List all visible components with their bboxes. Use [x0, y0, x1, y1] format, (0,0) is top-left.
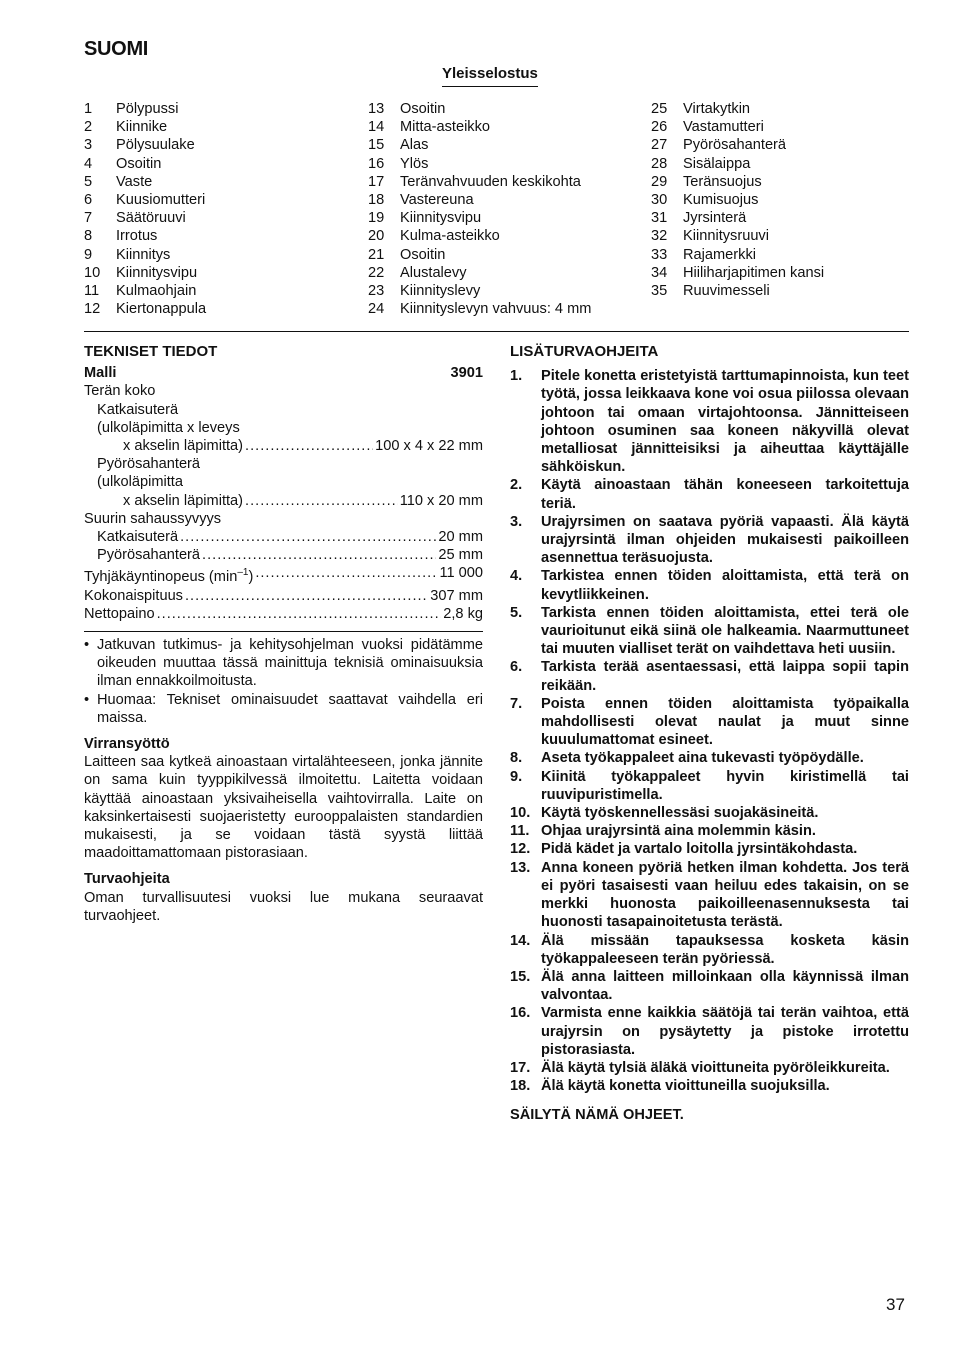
parts-list-column-2 — [368, 100, 591, 318]
part-number: 26 — [651, 119, 668, 136]
part-label: Pyörösahanterä — [683, 137, 787, 154]
safety-item — [510, 859, 909, 932]
speed-row — [84, 564, 483, 586]
part-label: Irrotus — [116, 228, 158, 245]
part-list-item — [651, 118, 824, 136]
part-list-item — [651, 246, 824, 264]
safety-item-text: Ohjaa urajyrsintä aina molemmin käsin. — [541, 823, 816, 840]
page-number: 37 — [886, 1295, 905, 1314]
part-number: 6 — [84, 192, 93, 209]
part-list-item — [651, 282, 824, 300]
part-label: Kiinnike — [116, 119, 168, 136]
part-number: 34 — [651, 264, 668, 281]
bullet-icon: • — [84, 636, 90, 653]
part-number: 8 — [84, 228, 93, 245]
cutting-blade-value: 100 x 4 x 22 mm — [375, 438, 483, 455]
safety-item — [510, 476, 909, 512]
cutting-dim-line2: x akselin läpimitta) — [123, 438, 244, 455]
leader-dots — [157, 605, 442, 623]
part-number: 23 — [368, 283, 385, 300]
part-label: Teränsuojus — [683, 173, 762, 190]
part-list-item — [368, 209, 591, 227]
part-label: Kulma-asteikko — [400, 228, 500, 245]
safety-item — [510, 367, 909, 476]
cutting-dim-row — [84, 437, 483, 455]
part-label: Ruuvimesseli — [683, 283, 770, 300]
safety-item-text: Älä anna laitteen milloinkaan olla käynnissä ilman valvontaa. — [541, 968, 909, 1004]
safety-item — [510, 749, 909, 767]
part-list-item — [368, 227, 591, 245]
part-number: 25 — [651, 101, 668, 117]
safety-item-number: 8. — [510, 750, 523, 767]
speed-label-text: Tyhjäkäyntinopeus (min — [84, 569, 238, 586]
safety-item-number: 17. — [510, 1059, 531, 1076]
part-list-item — [84, 227, 206, 245]
part-list-item — [84, 191, 206, 209]
part-label: Pölysuulake — [116, 137, 195, 154]
part-number: 35 — [651, 283, 668, 300]
depth-saw-value: 25 mm — [438, 547, 483, 564]
part-label: Jyrsinterä — [683, 210, 747, 227]
part-label: Teränvahvuuden keskikohta — [400, 173, 581, 190]
safety-item-number: 1. — [510, 368, 523, 385]
depth-saw-label: Pyörösahanterä — [97, 547, 201, 564]
part-list-item — [651, 173, 824, 191]
safety-item-text: Käytä työskennellessäsi suojakäsineitä. — [541, 805, 819, 822]
safety-item — [510, 1059, 909, 1077]
safety-item — [510, 513, 909, 568]
safety-text: Oman turvallisuutesi vuoksi lue mukana seuraavat turvaohjeet. — [84, 889, 483, 924]
part-list-item — [368, 300, 591, 318]
depth-saw-row — [84, 546, 483, 564]
leader-dots — [180, 528, 436, 546]
part-number: 20 — [368, 228, 385, 245]
part-number: 12 — [84, 301, 101, 318]
part-number: 31 — [651, 210, 668, 227]
section-title: Yleisselostus — [442, 65, 538, 87]
part-list-item — [368, 191, 591, 209]
part-list-item — [84, 246, 206, 264]
cutting-blade-label: Katkaisuterä — [97, 401, 179, 418]
saw-blade-value: 110 x 20 mm — [399, 492, 483, 509]
parts-list-column-1 — [84, 100, 206, 318]
part-number: 24 — [368, 301, 385, 318]
leader-dots — [185, 587, 428, 605]
weight-label: Nettopaino — [84, 605, 155, 622]
spec-note-text: Huomaa: Tekniset ominaisuudet saattavat vaihdella eri maissa. — [97, 691, 483, 726]
leader-dots — [245, 492, 398, 510]
part-label: Mitta-asteikko — [400, 119, 491, 136]
part-list-item — [84, 173, 206, 191]
safety-item-text: Tarkista terää asentaessasi, että laippa sopii tapin reikään. — [541, 659, 909, 694]
length-label: Kokonaispituus — [84, 587, 183, 604]
part-list-item — [368, 100, 591, 118]
safety-item-number: 12. — [510, 841, 531, 858]
safety-item — [510, 804, 909, 822]
safety-item-text: Pidä kädet ja vartalo loitolla jyrsintäkohdasta. — [541, 841, 858, 858]
part-list-item — [651, 155, 824, 173]
part-label: Vastereuna — [400, 192, 474, 209]
safety-item-number: 15. — [510, 968, 531, 985]
part-number: 33 — [651, 246, 668, 263]
part-number: 18 — [368, 192, 385, 209]
part-number: 28 — [651, 155, 668, 172]
part-list-item — [651, 264, 824, 282]
part-number: 22 — [368, 264, 385, 281]
part-list-item — [84, 136, 206, 154]
specs-column — [84, 343, 483, 925]
safety-item — [510, 840, 909, 858]
safety-item-number: 7. — [510, 695, 523, 712]
part-number: 9 — [84, 246, 93, 263]
safety-item — [510, 932, 909, 968]
specs-divider — [84, 631, 483, 632]
part-list-item — [84, 264, 206, 282]
part-label: Kiinnityslevyn vahvuus: 4 mm — [400, 301, 592, 318]
part-list-item — [84, 282, 206, 300]
part-list-item — [84, 209, 206, 227]
part-list-item — [651, 191, 824, 209]
part-label: Kiinnityslevy — [400, 283, 481, 300]
part-label: Kiinnitysruuvi — [683, 228, 769, 245]
safety-item — [510, 768, 909, 804]
part-label: Kiinnitysvipu — [400, 210, 482, 227]
speed-label-close: ) — [248, 569, 254, 586]
speed-value: 11 000 — [439, 565, 483, 582]
safety-item — [510, 658, 909, 694]
part-label: Vaste — [116, 173, 153, 190]
part-label: Virtakytkin — [683, 101, 751, 117]
part-number: 5 — [84, 173, 93, 190]
part-label: Kiinnitys — [116, 246, 171, 263]
part-list-item — [651, 100, 824, 118]
part-list-item — [368, 118, 591, 136]
leader-dots — [202, 546, 436, 564]
saw-dim-row — [84, 492, 483, 510]
safety-item — [510, 1004, 909, 1059]
part-number: 30 — [651, 192, 668, 209]
depth-cut-row — [84, 528, 483, 546]
spec-note — [84, 636, 483, 691]
part-label: Alas — [400, 137, 429, 154]
safety-item-number: 2. — [510, 477, 523, 494]
depth-cut-value: 20 mm — [438, 529, 483, 546]
model-row — [84, 364, 483, 382]
part-list-item — [84, 118, 206, 136]
part-list-item — [368, 136, 591, 154]
part-list-item — [368, 155, 591, 173]
part-list-item — [368, 264, 591, 282]
parts-list-column-3 — [651, 100, 824, 300]
part-label: Vastamutteri — [683, 119, 764, 136]
part-number: 27 — [651, 137, 668, 154]
safety-item-text: Älä missään tapauksessa kosketa käsin työkappaleeseen terän pyöriessä. — [541, 932, 909, 967]
safety-item-text: Älä käytä konetta vioittuneilla suojuksilla. — [541, 1078, 830, 1095]
safety-item-text: Poista ennen töiden aloittamista työpaikalla mahdollisesti olevat naulat ja muut sinne kuuulumattomat esineet. — [541, 695, 909, 749]
safety-item — [510, 695, 909, 750]
spec-note-text: Jatkuvan tutkimus- ja kehitysohjelman vuoksi pidätämme oikeuden muuttaa tässä mainittuja teknisiä ominaisuuksia ilman ennakkoilmoitusta. — [97, 636, 483, 690]
part-label: Sisälaippa — [683, 155, 751, 172]
part-label: Kiertonappula — [116, 301, 207, 318]
extra-safety-list — [510, 367, 909, 1095]
part-number: 7 — [84, 210, 93, 227]
model-value: 3901 — [450, 365, 483, 382]
safety-item — [510, 822, 909, 840]
safety-item — [510, 604, 909, 659]
safety-heading: Turvaohjeita — [84, 871, 170, 888]
part-number: 29 — [651, 173, 668, 190]
part-label: Pölypussi — [116, 101, 179, 117]
part-number: 3 — [84, 137, 93, 154]
part-label: Ylös — [400, 155, 429, 172]
safety-item-number: 6. — [510, 659, 523, 676]
speed-unit-sup: –1 — [237, 567, 249, 579]
safety-item-text: Tarkista ennen töiden aloittamista, ettei terä ole vaurioitunut eikä siinä ole halkeamia. Naarmuttuneet tai muuten vialliset terät on vaihdettava heti uusiin. — [541, 604, 909, 658]
power-supply-text: Laitteen saa kytkeä ainoastaan virtalähteeseen, jonka jännite on sama kuin tyyppikilvessä ilmoitettu. Laitetta voidaan käyttää ainoastaan yksivaiheisella vaihtovirralla. Laite on kaksinkertaisesti suojaeristetty eurooppalaisten standardien mukaisesti, ja se voidaan tästä syystä liittää maadoittamattomaan pistorasiaan. — [84, 754, 483, 862]
language-heading: SUOMI — [84, 38, 149, 60]
part-list-item — [368, 282, 591, 300]
part-number: 21 — [368, 246, 385, 263]
weight-row — [84, 605, 483, 623]
speed-label — [84, 564, 253, 586]
safety-item-number: 10. — [510, 805, 531, 822]
safety-item-number: 9. — [510, 768, 523, 785]
bullet-icon: • — [84, 691, 90, 708]
part-number: 15 — [368, 137, 385, 154]
safety-item-text: Älä käytä tylsiä äläkä vioittuneita pyöröleikkureita. — [541, 1059, 890, 1076]
safety-item — [510, 567, 909, 603]
extra-safety-column — [510, 343, 909, 1125]
part-number: 17 — [368, 173, 385, 190]
safety-item-number: 4. — [510, 568, 523, 585]
part-label: Rajamerkki — [683, 246, 756, 263]
saw-dim-line1: (ulkoläpimitta — [97, 474, 183, 491]
safety-item-text: Pitele konetta eristetyistä tarttumapinnoista, kun teet työtä, jossa leikkaava kone voi osua piilossa olevaan johtoon tai omaan virtajohtoonsa. Jännitteiseen johtoon osuminen saa koneen näkyvillä olevat metalliosat jännitteisiksi ja aiheuttaa käyttäjälle sähköiskun. — [541, 368, 909, 476]
part-number: 11 — [84, 283, 100, 300]
part-number: 1 — [84, 101, 93, 117]
power-supply-heading: Virransyöttö — [84, 735, 170, 752]
safety-item-number: 13. — [510, 859, 531, 876]
safety-item-text: Tarkistea ennen töiden aloittamista, että terä on kevytliikkeinen. — [541, 568, 909, 603]
length-row — [84, 587, 483, 605]
saw-blade-label: Pyörösahanterä — [97, 456, 201, 473]
part-label: Osoitin — [400, 101, 446, 117]
part-number: 14 — [368, 119, 385, 136]
spec-note — [84, 691, 483, 727]
specs-title: TEKNISET TIEDOT — [84, 343, 218, 360]
safety-item-number: 16. — [510, 1005, 531, 1022]
safety-item-number: 11. — [510, 823, 530, 840]
part-list-item — [651, 136, 824, 154]
safety-item-number: 14. — [510, 932, 531, 949]
part-number: 2 — [84, 119, 93, 136]
safety-item-number: 18. — [510, 1078, 531, 1095]
safety-item — [510, 1077, 909, 1095]
leader-dots — [255, 564, 437, 586]
part-list-item — [651, 227, 824, 245]
safety-item-text: Kiinitä työkappaleet hyvin kiristimellä tai ruuvipuristimella. — [541, 768, 909, 803]
safety-item-number: 3. — [510, 513, 523, 530]
part-label: Alustalevy — [400, 264, 467, 281]
weight-value: 2,8 kg — [443, 605, 483, 622]
max-depth-label: Suurin sahaussyvyys — [84, 510, 222, 527]
safety-item-text: Varmista enne kaikkia säätöjä tai terän vaihtoa, että urajyrsin on pysäytetty ja pistoke irrotettu pistorasiasta. — [541, 1005, 909, 1058]
part-label: Kulmaohjain — [116, 283, 197, 300]
part-label: Hiiliharjapitimen kansi — [683, 264, 825, 281]
safety-item-text: Käytä ainoastaan tähän koneeseen tarkoitettuja teriä. — [541, 477, 909, 512]
part-label: Kiinnitysvipu — [116, 264, 198, 281]
part-number: 32 — [651, 228, 668, 245]
safety-item-number: 5. — [510, 604, 523, 621]
part-label: Osoitin — [116, 155, 162, 172]
keep-instructions-footer: SÄILYTÄ NÄMÄ OHJEET. — [510, 1107, 684, 1124]
extra-safety-title: LISÄTURVAOHJEITA — [510, 343, 659, 360]
part-label: Kuusiomutteri — [116, 192, 206, 209]
blade-size-label: Terän koko — [84, 383, 156, 400]
part-number: 16 — [368, 155, 385, 172]
model-label: Malli — [84, 365, 117, 382]
part-label: Osoitin — [400, 246, 446, 263]
length-value: 307 mm — [430, 587, 483, 604]
safety-item-text: Aseta työkappaleet aina tukevasti työpöydälle. — [541, 750, 864, 767]
part-number: 4 — [84, 155, 93, 172]
part-list-item — [651, 209, 824, 227]
part-number: 19 — [368, 210, 385, 227]
part-label: Säätöruuvi — [116, 210, 186, 227]
safety-item — [510, 968, 909, 1004]
safety-item-text: Anna koneen pyöriä hetken ilman kohdetta. Jos terä ei pyöri tasaisesti vaan heiluu edes takaisin, on se merkki huonosta paikoilleenasennuksesta tai huonosti tasapainoitetusta terästä. — [541, 859, 909, 931]
part-list-item — [84, 155, 206, 173]
saw-dim-line2: x akselin läpimitta) — [123, 492, 244, 509]
part-label: Kumisuojus — [683, 192, 759, 209]
part-list-item — [368, 246, 591, 264]
part-list-item — [84, 300, 206, 318]
section-divider — [84, 331, 909, 332]
leader-dots — [245, 437, 373, 455]
part-list-item — [84, 100, 206, 118]
part-number: 13 — [368, 101, 385, 117]
depth-cut-label: Katkaisuterä — [97, 529, 179, 546]
safety-item-text: Urajyrsimen on saatava pyöriä vapaasti. Älä käytä urajyrsintä ilman ohjeiden mukaisesti paikoilleen asennettua teräsuojusta. — [541, 513, 909, 567]
part-list-item — [368, 173, 591, 191]
part-number: 10 — [84, 264, 101, 281]
cutting-dim-line1: (ulkoläpimitta x leveys — [97, 419, 240, 436]
